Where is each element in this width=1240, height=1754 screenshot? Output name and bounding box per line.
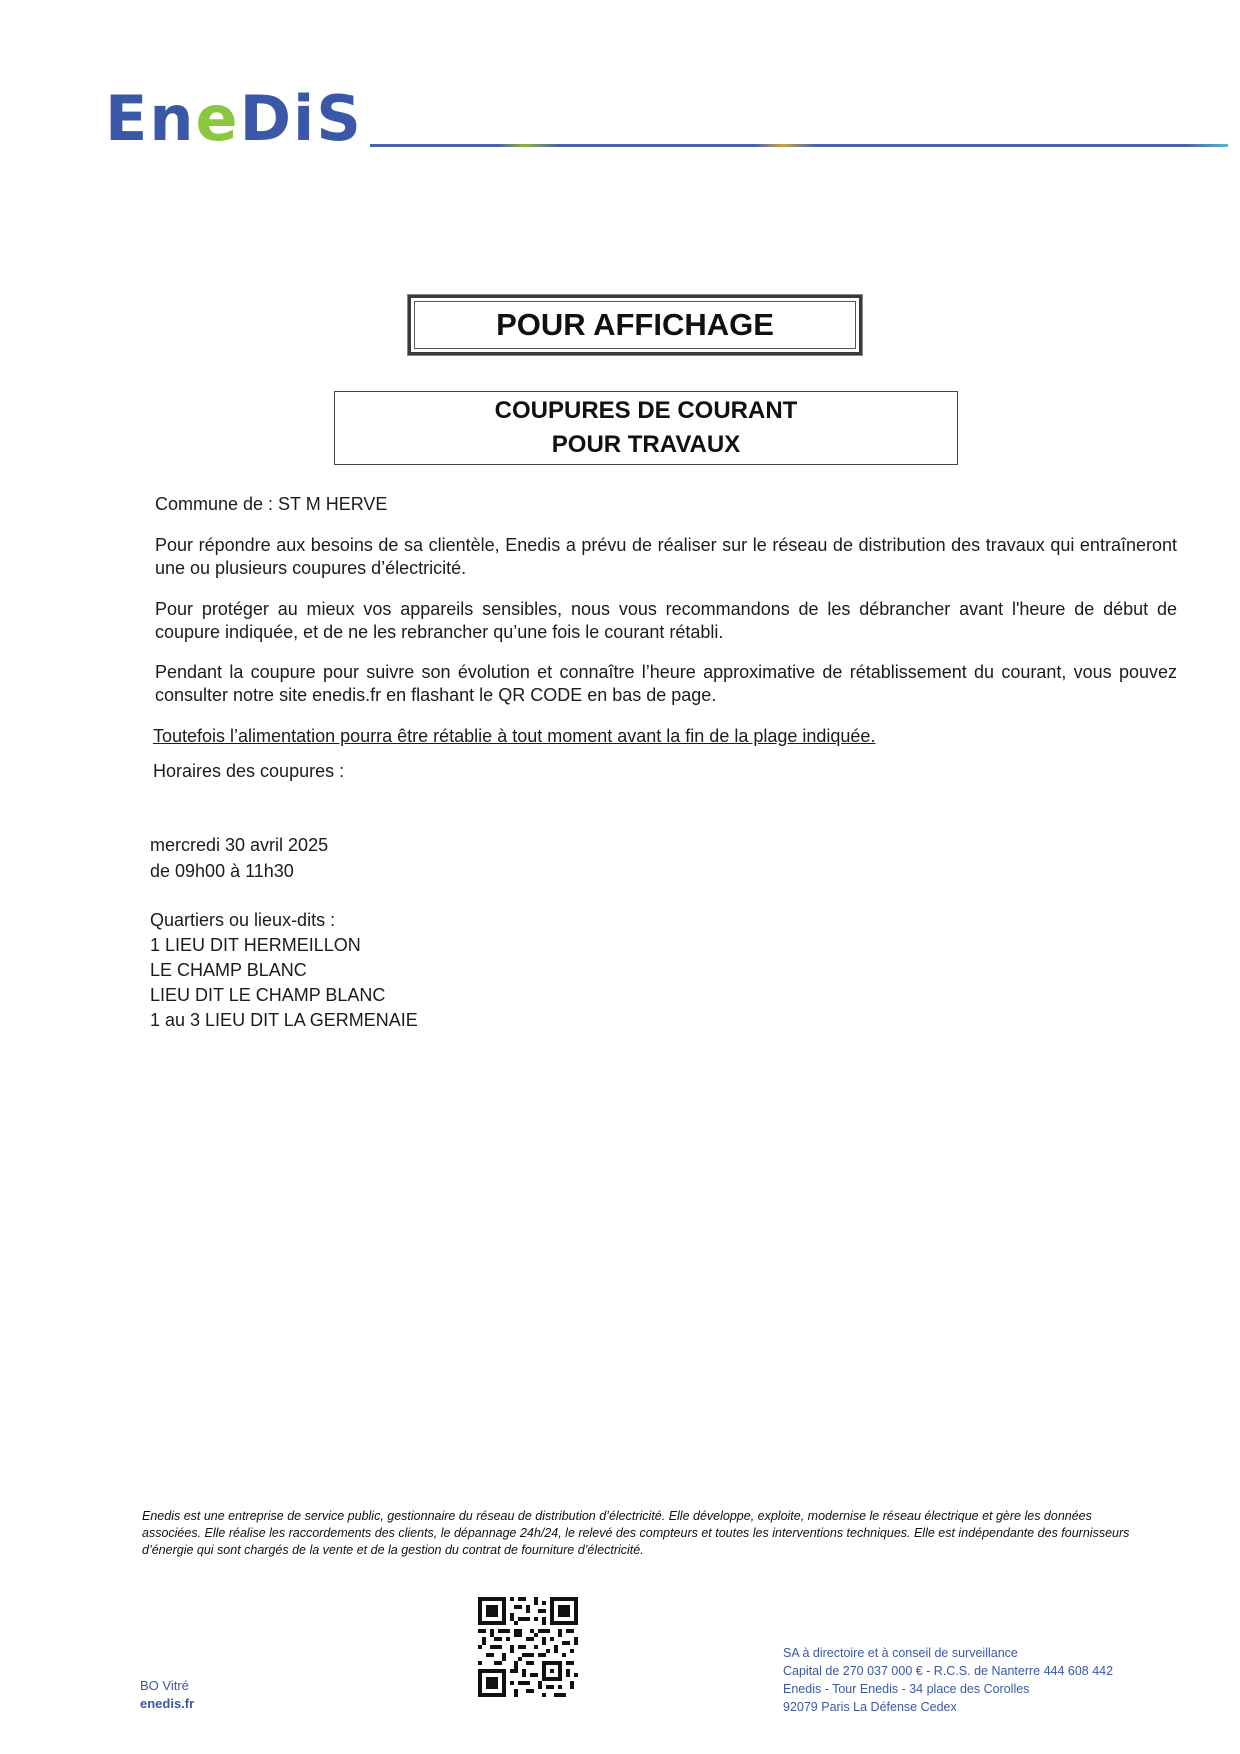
outage-date: mercredi 30 avril 2025 — [150, 835, 329, 855]
quartier-item: LIEU DIT LE CHAMP BLANC — [150, 985, 386, 1005]
pour-affichage-title: POUR AFFICHAGE — [496, 307, 774, 342]
paragraph-2: Pour protéger au mieux vos appareils sensibles, nous vous recommandons de les débrancher avant l'heure de début de coupure indiquée, et de ne les rebrancher qu’une fois le courant rétabli. — [155, 599, 1177, 642]
paragraph-3: Pendant la coupure pour suivre son évolution et connaître l’heure approximative de rétablissement du courant, vous pouvez consulter notre site enedis.fr en flashant le QR CODE en bas de page. — [155, 662, 1177, 705]
quartier-item: 1 LIEU DIT HERMEILLON — [150, 935, 361, 955]
company-info — [783, 1644, 1113, 1716]
company-info-line: Capital de 270 037 000 € - R.C.S. de Nanterre 444 608 442 — [783, 1664, 1114, 1678]
quartier-item: 1 au 3 LIEU DIT LA GERMENAIE — [150, 1010, 418, 1030]
company-info-line: 92079 Paris La Défense Cedex — [783, 1700, 957, 1714]
coupures-title-line2: POUR TRAVAUX — [551, 431, 741, 458]
notice-underlined: Toutefois l’alimentation pourra être rétablie à tout moment avant la fin de la plage indiquée. — [153, 726, 876, 746]
company-info-line: SA à directoire et à conseil de surveillance — [783, 1646, 1018, 1660]
qr-code[interactable] — [478, 1597, 578, 1697]
office-label: BO Vitré — [140, 1678, 189, 1693]
quartier-item: LE CHAMP BLANC — [150, 960, 307, 980]
enedis-logo: EneDiS — [105, 82, 363, 155]
horaires-label: Horaires des coupures : — [153, 761, 345, 781]
company-info-line: Enedis - Tour Enedis - 34 place des Corolles — [783, 1682, 1030, 1696]
outage-hours: de 09h00 à 11h30 — [150, 861, 294, 881]
coupures-box — [334, 391, 958, 465]
pour-affichage-box — [408, 295, 862, 355]
website-link[interactable]: enedis.fr — [140, 1696, 195, 1711]
quartiers-label: Quartiers ou lieux-dits : — [150, 910, 336, 930]
logo-underline — [370, 144, 1228, 147]
legal-notice: Enedis est une entreprise de service public, gestionnaire du réseau de distribution d’électricité. Elle développe, exploite, modernise le réseau électrique et gère les données associées. Elle réalise les raccordements des clients, le dépannage 24h/24, le relevé des compteurs et toutes les interventions techniques. Elle est indépendante des fournisseurs d’énergie qui sont chargés de la vente et de la gestion du contrat de fourniture d’électricité. — [142, 1509, 1130, 1557]
left-footer — [140, 1677, 194, 1713]
commune-label: Commune de : ST M HERVE — [155, 494, 388, 514]
coupures-title-line1: COUPURES DE COURANT — [494, 397, 798, 424]
paragraph-1: Pour répondre aux besoins de sa clientèle, Enedis a prévu de réaliser sur le réseau de distribution des travaux qui entraîneront une ou plusieurs coupures d’électricité. — [155, 535, 1177, 578]
